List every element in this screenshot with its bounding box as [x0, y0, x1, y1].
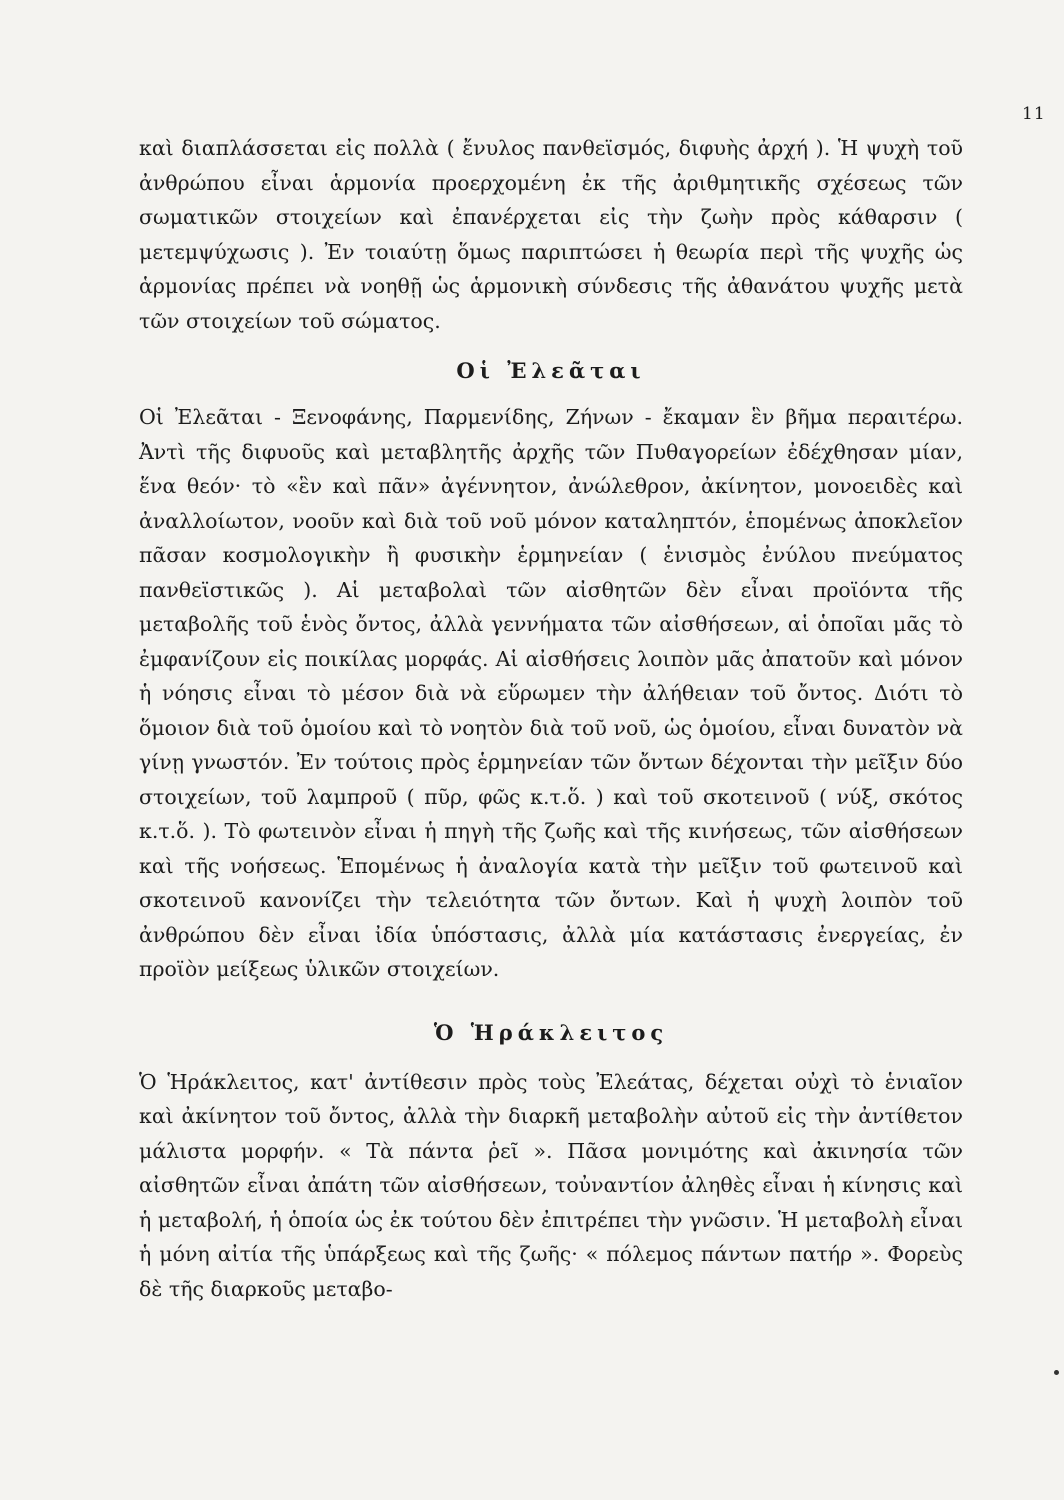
- paragraph-eleatics: Οἱ Ἐλεᾶται - Ξενοφάνης, Παρμενίδης, Ζήνων - ἔκαμαν ἓν βῆμα περαιτέρω. Ἀντὶ τῆς διφυοῦς καὶ μεταβλητῆς ἀρχῆς τῶν Πυθαγορείων ἐδέχθησαν μίαν, ἕνα θεόν· τὸ «ἓν καὶ πᾶν» ἀγέννητον, ἀνώλεθρον, ἀκίνητον, μονοειδὲς καὶ ἀναλλοίωτον, νοοῦν καὶ διὰ τοῦ νοῦ μόνον καταληπτόν, ἑπομένως ἀποκλεῖον πᾶσαν κοσμολογικὴν ἢ φυσικὴν ἑρμηνείαν ( ἑνισμὸς ἐνύλου πνεύματος πανθεϊστικῶς ). Αἱ μεταβολαὶ τῶν αἰσθητῶν δὲν εἶναι προϊόντα τῆς μεταβολῆς τοῦ ἑνὸς ὄντος, ἀλλὰ γεννήματα τῶν αἰσθήσεων, αἱ ὁποῖαι μᾶς τὸ ἐμφανίζουν εἰς ποικίλας μορφάς. Αἱ αἰσθήσεις λοιπὸν μᾶς ἀπατοῦν καὶ μόνον ἡ νόησις εἶναι τὸ μέσον διὰ νὰ εὕρωμεν τὴν ἀλήθειαν τοῦ ὄντος. Διότι τὸ ὅμοιον διὰ τοῦ ὁμοίου καὶ τὸ νοητὸν διὰ τοῦ νοῦ, ὡς ὁμοίου, εἶναι δυνατὸν νὰ γίνῃ γνωστόν. Ἐν τούτοις πρὸς ἑρμηνείαν τῶν ὄντων δέχονται τὴν μεῖξιν δύο στοιχείων, τοῦ λαμπροῦ ( πῦρ, φῶς κ.τ.ὅ. ) καὶ τοῦ σκοτεινοῦ ( νύξ, σκότος κ.τ.ὅ. ). Τὸ φωτεινὸν εἶναι ἡ πηγὴ τῆς ζωῆς καὶ τῆς κινήσεως, τῶν αἰσθήσεων καὶ τῆς νοήσεως. Ἑπομένως ἡ ἀναλογία κατὰ τὴν μεῖξιν τοῦ φωτεινοῦ καὶ σκοτεινοῦ κανονίζει τὴν τελειότητα τῶν ὄντων. Καὶ ἡ ψυχὴ λοιπὸν τοῦ ἀνθρώπου δὲν εἶναι ἰδία ὑπόστασις, ἀλλὰ μία κατάστασις ἐνεργείας, ἐν προϊὸν μείξεως ὑλικῶν στοιχείων.: [139, 405, 963, 981]
- paragraph-pythagoreans-soul: καὶ διαπλάσσεται εἰς πολλὰ ( ἔνυλος πανθεϊσμός, διφυὴς ἀρχή ). Ἡ ψυχὴ τοῦ ἀνθρώπου εἶναι ἁρμονία προερχομένη ἐκ τῆς ἀριθμητικῆς σχέσεως τῶν σωματικῶν στοιχείων καὶ ἐπανέρχεται εἰς τὴν ζωὴν πρὸς κάθαρσιν ( μετεμψύχωσις ). Ἐν τοιαύτῃ ὅμως παριπτώσει ἡ θεωρία περὶ τῆς ψυχῆς ὡς ἁρμονίας πρέπει νὰ νοηθῇ ὡς ἁρμονικὴ σύνδεσις τῆς ἀθανάτου ψυχῆς μετὰ τῶν στοιχείων τοῦ σώματος.: [139, 136, 963, 333]
- page-body: [139, 131, 963, 1306]
- section-heading-heraclitus: Ὁ Ἡράκλειτος: [433, 1019, 669, 1045]
- scan-edge-mark: [1054, 1370, 1059, 1375]
- section-heading-eleatics: Οἱ Ἐλεᾶται: [456, 358, 646, 383]
- page-number: 11: [1022, 104, 1046, 124]
- paragraph-heraclitus: Ὁ Ἡράκλειτος, κατ' ἀντίθεσιν πρὸς τοὺς Ἐλεάτας, δέχεται οὐχὶ τὸ ἑνιαῖον καὶ ἀκίνητον τοῦ ὄντος, ἀλλὰ τὴν διαρκῆ μεταβολὴν αὐτοῦ εἰς τὴν ἀντίθετον μάλιστα μορφήν. « Τὰ πάντα ῥεῖ ». Πᾶσα μονιμότης καὶ ἀκινησία τῶν αἰσθητῶν εἶναι ἀπάτη τῶν αἰσθήσεων, τοὐναντίον ἀληθὲς εἶναι ἡ κίνησις καὶ ἡ μεταβολή, ἡ ὁποία ὡς ἐκ τούτου δὲν ἐπιτρέπει τὴν γνῶσιν. Ἡ μεταβολὴ εἶναι ἡ μόνη αἰτία τῆς ὑπάρξεως καὶ τῆς ζωῆς· « πόλεμος πάντων πατήρ ». Φορεὺς δὲ τῆς διαρκοῦς μεταβο-: [139, 1069, 963, 1301]
